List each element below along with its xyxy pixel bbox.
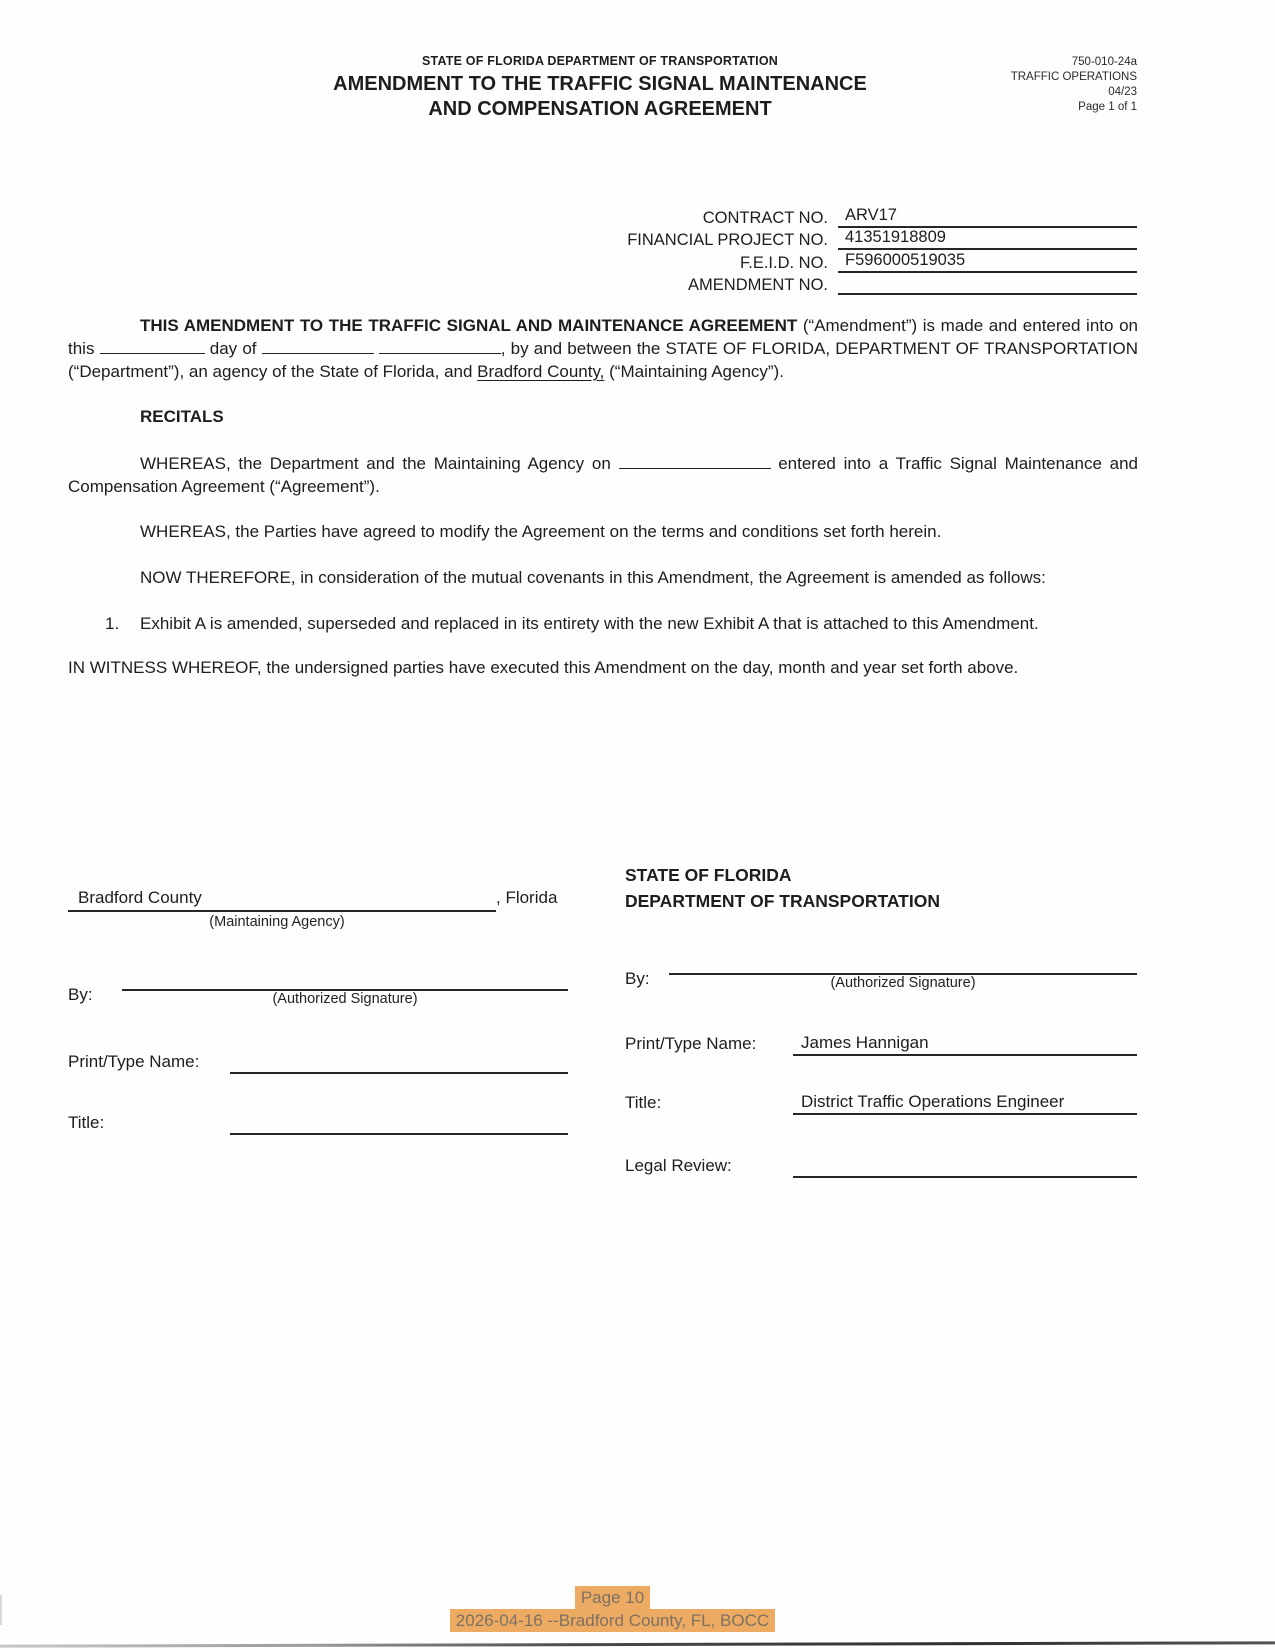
agency-name-line: Bradford County	[68, 888, 496, 912]
department-signature-caption: (Authorized Signature)	[830, 975, 976, 991]
scan-edge-left-artifact	[0, 1595, 2, 1625]
agency-state-suffix: , Florida	[496, 888, 558, 907]
legal-review-line-wrap	[793, 1153, 1137, 1178]
item-1-text: Exhibit A is amended, superseded and replaced in its entirety with the new Exhibit A that is attached to this Amendment.	[140, 614, 1039, 633]
department-signature-line	[669, 950, 1137, 975]
form-agency-line: STATE OF FLORIDA DEPARTMENT OF TRANSPORTATION	[422, 54, 778, 68]
agency-signature-line-wrap	[122, 966, 568, 1007]
financial-project-no-row	[480, 228, 1137, 251]
agency-print-name-row	[68, 1049, 568, 1074]
month-blank	[262, 338, 374, 354]
agency-print-name-label: Print/Type Name:	[68, 1052, 200, 1071]
day-blank	[100, 338, 205, 354]
form-number: 750-010-24a	[1071, 56, 1137, 68]
agency-title-line	[230, 1110, 568, 1135]
amendment-no-label: AMENDMENT NO.	[688, 276, 828, 294]
item-1-number: 1.	[105, 614, 120, 633]
agency-print-name-line-wrap	[230, 1049, 568, 1074]
form-meta-block	[1011, 55, 1137, 115]
legal-review-row	[625, 1153, 1137, 1178]
maintaining-agency-name: Bradford County,	[477, 362, 605, 381]
year-blank	[379, 338, 501, 354]
department-title-line-wrap	[793, 1092, 1137, 1115]
contract-number-block	[480, 205, 1137, 295]
contract-no-label: CONTRACT NO.	[702, 208, 828, 227]
form-revision: 04/23	[1108, 86, 1137, 98]
now-therefore-paragraph: NOW THEREFORE, in consideration of the mutual covenants in this Amendment, the Agreement is amended as follows:	[140, 568, 1046, 587]
maintaining-agency-signature-column	[68, 860, 568, 1135]
agency-title-row	[68, 1110, 568, 1135]
agency-print-name-line	[230, 1049, 568, 1074]
whereas-paragraph-2: WHEREAS, the Parties have agreed to modify the Agreement on the terms and conditions set forth herein.	[140, 522, 942, 541]
agency-title-label: Title:	[68, 1113, 105, 1132]
page-number-stamp: Page 10	[575, 1586, 650, 1609]
agency-caption: (Maintaining Agency)	[209, 914, 345, 930]
department-title-label: Title:	[625, 1093, 662, 1112]
opening-text-1: (“Amendment”) is made and entered into on this	[68, 316, 1138, 358]
document-body	[68, 314, 1138, 679]
footer-stamps	[0, 1586, 1275, 1632]
department-title-row	[625, 1092, 1137, 1115]
financial-project-no-label: FINANCIAL PROJECT NO.	[627, 231, 828, 249]
opening-text-2: day of	[204, 339, 262, 358]
meeting-stamp: 2026-04-16 --Bradford County, FL, BOCC	[450, 1609, 775, 1632]
contract-no-value: ARV17	[838, 206, 1137, 228]
department-signature-column	[625, 860, 1137, 1178]
department-print-name-row	[625, 1033, 1137, 1056]
department-by-label: By:	[625, 969, 650, 988]
legal-review-line	[793, 1153, 1137, 1178]
department-heading-line2: DEPARTMENT OF TRANSPORTATION	[625, 891, 940, 911]
form-title-line2: AND COMPENSATION AGREEMENT	[428, 98, 772, 120]
agreement-date-blank	[619, 453, 771, 469]
amendment-no-value	[838, 292, 1137, 295]
department-print-name-line-wrap	[793, 1033, 1137, 1056]
financial-project-no-value: 41351918809	[838, 228, 1137, 250]
scan-edge-artifact	[0, 1641, 1275, 1647]
department-signature-line-wrap	[669, 950, 1137, 991]
signature-section	[68, 860, 1137, 1220]
whereas1-text-2: entered into a Traffic Signal Maintenance and Compensation Agreement (“Agreement”).	[68, 454, 1138, 496]
contract-no-row	[480, 205, 1137, 228]
department-print-name-value: James Hannigan	[793, 1033, 1137, 1056]
form-page-count: Page 1 of 1	[1078, 101, 1137, 113]
opening-paragraph	[68, 314, 1138, 383]
opening-text-4: , by and between the STATE OF FLORIDA, DEPARTMENT OF TRANSPORTATION (“Department”), an agency of the State of Florida, and	[68, 339, 1138, 381]
agency-signature-caption: (Authorized Signature)	[272, 991, 418, 1007]
department-heading-line1: STATE OF FLORIDA	[625, 865, 792, 885]
agency-signature-line	[122, 966, 568, 991]
department-by-row	[625, 950, 1137, 991]
amendment-item-1	[68, 612, 1138, 635]
feid-no-row	[480, 250, 1137, 273]
agency-title-line-wrap	[230, 1110, 568, 1135]
agency-name-row	[68, 888, 568, 912]
whereas1-text-1: WHEREAS, the Department and the Maintaining Agency on	[140, 454, 619, 473]
agency-by-row	[68, 966, 568, 1007]
form-title-line1: AMENDMENT TO THE TRAFFIC SIGNAL MAINTENANCE	[333, 73, 867, 95]
legal-review-label: Legal Review:	[625, 1156, 732, 1175]
feid-no-label: F.E.I.D. NO.	[739, 253, 828, 272]
form-header	[160, 54, 1040, 122]
amendment-no-row	[480, 273, 1137, 296]
witness-paragraph: IN WITNESS WHEREOF, the undersigned parties have executed this Amendment on the day, month and year set forth above.	[68, 658, 1019, 677]
agency-by-label: By:	[68, 985, 93, 1004]
department-print-name-label: Print/Type Name:	[625, 1034, 757, 1053]
opening-bold-text: THIS AMENDMENT TO THE TRAFFIC SIGNAL AND MAINTENANCE AGREEMENT	[140, 316, 798, 335]
opening-text-5: (“Maintaining Agency”).	[604, 362, 784, 381]
feid-no-value: F596000519035	[838, 251, 1137, 273]
department-title-value: District Traffic Operations Engineer	[793, 1092, 1137, 1115]
form-office: TRAFFIC OPERATIONS	[1010, 71, 1137, 83]
whereas-paragraph-1	[68, 452, 1138, 498]
recitals-heading: RECITALS	[140, 407, 224, 426]
